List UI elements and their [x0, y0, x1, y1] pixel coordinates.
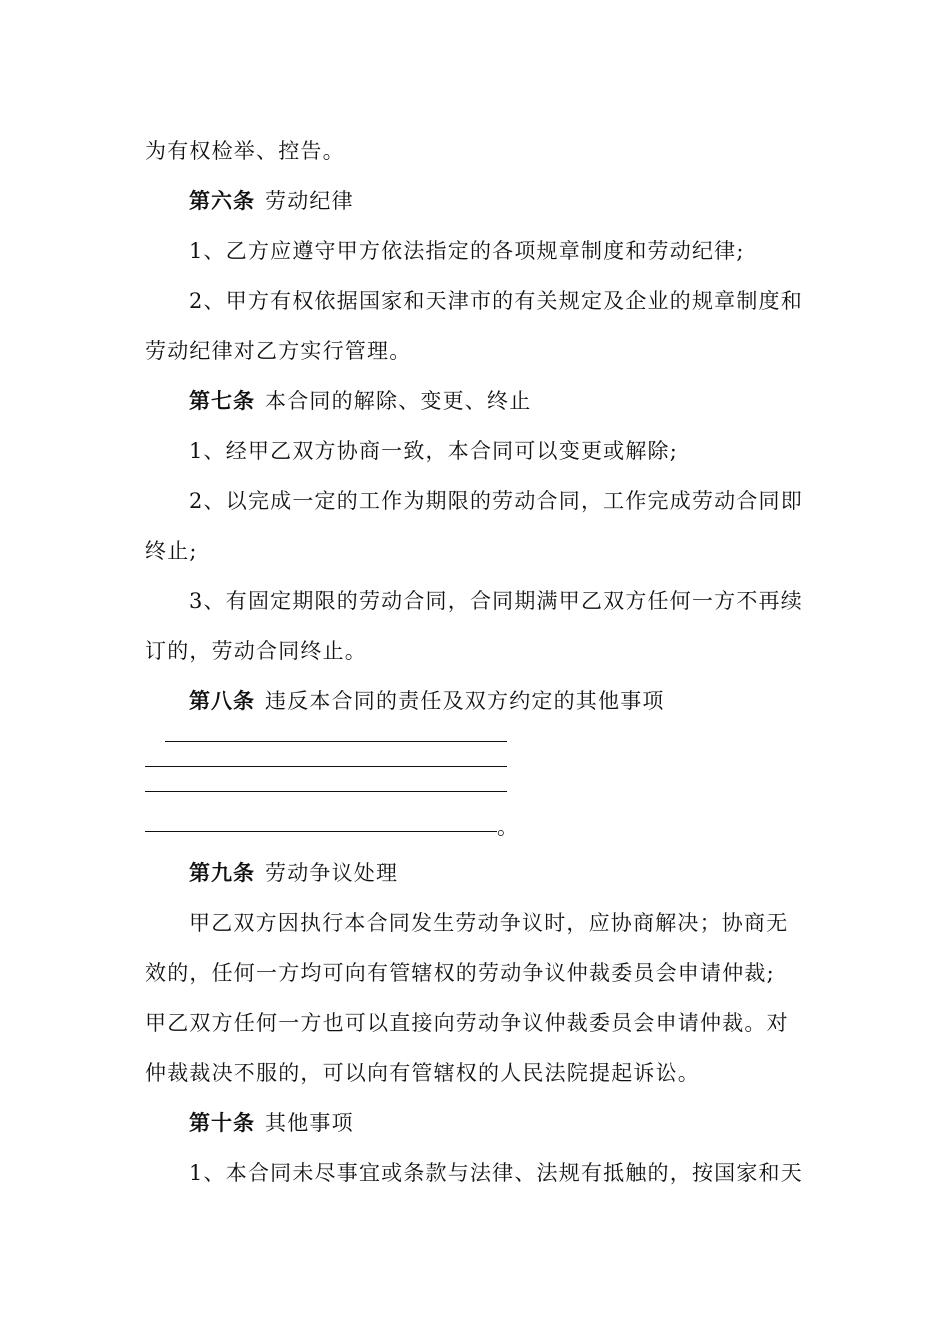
article-6-heading — [189, 186, 854, 216]
article-9-line-1: 甲乙双方因执行本合同发生劳动争议时，应协商解决；协商无 — [189, 911, 789, 935]
article-7-item-2-line-1: 2、以完成一定的工作为期限的劳动合同，工作完成劳动合同即 — [189, 489, 803, 513]
article-8-number: 第八条 — [189, 688, 255, 713]
article-7-number: 第七条 — [189, 388, 255, 413]
article-10-title: 其他事项 — [265, 1111, 354, 1135]
blank-line-4 — [145, 831, 497, 832]
article-7-item-1: 1、经甲乙双方协商一致，本合同可以变更或解除; — [189, 439, 679, 463]
article-8-title: 违反本合同的责任及双方约定的其他事项 — [265, 689, 665, 713]
blank-line-1 — [165, 741, 507, 742]
article-9-line-2: 效的，任何一方均可向有管辖权的劳动争议仲裁委员会申请仲裁; — [145, 961, 775, 985]
article-7-item-3-line-1: 3、有固定期限的劳动合同，合同期满甲乙双方任何一方不再续 — [189, 589, 803, 613]
article-9-number: 第九条 — [189, 860, 255, 885]
paragraph-continuation: 为有权检举、控告。 — [145, 139, 345, 163]
blank-end-period: 。 — [497, 815, 518, 839]
article-6-item-2-line-1: 2、甲方有权依据国家和天津市的有关规定及企业的规章制度和 — [189, 289, 803, 313]
article-6-title: 劳动纪律 — [265, 189, 354, 213]
article-9-title: 劳动争议处理 — [265, 861, 399, 885]
article-6-item-1: 1、乙方应遵守甲方依法指定的各项规章制度和劳动纪律; — [189, 239, 745, 263]
article-9-line-3: 甲乙双方任何一方也可以直接向劳动争议仲裁委员会申请仲裁。对 — [145, 1011, 789, 1035]
article-7-heading — [189, 386, 854, 416]
article-6-item-2-line-2: 劳动纪律对乙方实行管理。 — [145, 339, 412, 363]
article-9-line-4: 仲裁裁决不服的，可以向有管辖权的人民法院提起诉讼。 — [145, 1061, 700, 1085]
blank-line-2 — [145, 766, 507, 767]
article-7-item-3-line-2: 订的，劳动合同终止。 — [145, 639, 367, 663]
article-10-number: 第十条 — [189, 1110, 255, 1135]
article-8-heading — [189, 686, 854, 716]
article-7-title: 本合同的解除、变更、终止 — [265, 389, 532, 413]
article-10-heading — [189, 1108, 854, 1138]
blank-line-3 — [145, 791, 507, 792]
article-6-number: 第六条 — [189, 188, 255, 213]
article-10-item-1-line-1: 1、本合同未尽事宜或条款与法律、法规有抵触的，按国家和天 — [189, 1161, 803, 1185]
article-9-heading — [189, 858, 854, 888]
article-7-item-2-line-2: 终止; — [145, 539, 198, 563]
